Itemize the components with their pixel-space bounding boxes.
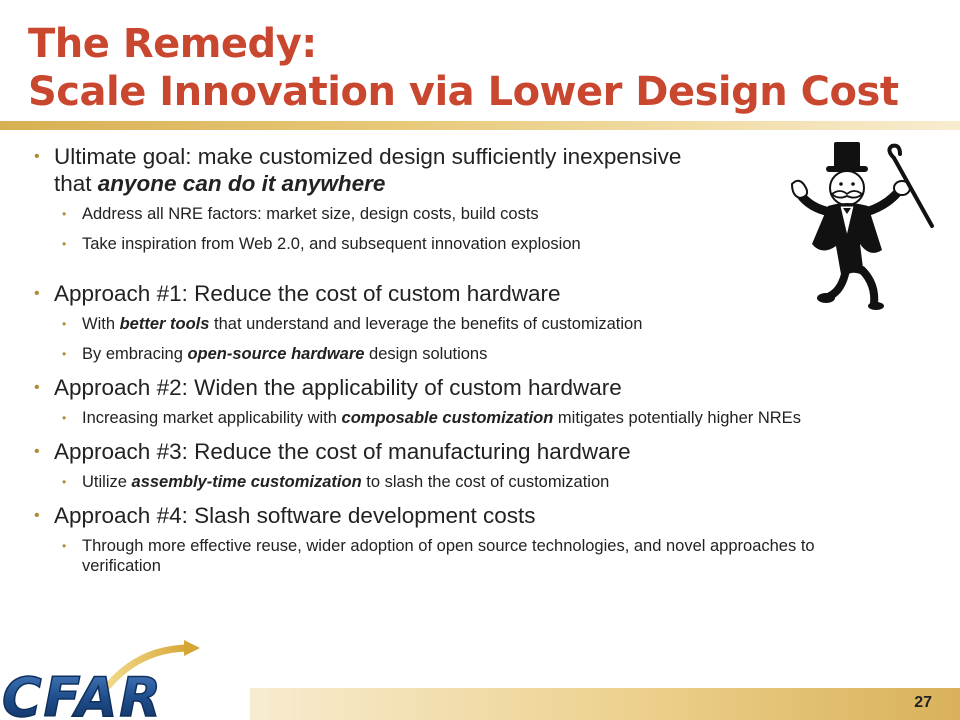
sub-bullet-composable — [30, 408, 842, 428]
bullet-text: Approach #3: Reduce the cost of manufacturing hardware — [54, 439, 631, 464]
bullet-approach-1 — [30, 280, 910, 307]
sub-bullet-text: By embracing — [82, 345, 188, 363]
bullet-approach-2 — [30, 374, 910, 401]
logo-wordmark: CFAR — [2, 666, 163, 720]
footer-bar — [250, 688, 960, 720]
bullet-text: Approach #2: Widen the applicability of custom hardware — [54, 375, 622, 400]
sub-bullet-open-source — [30, 344, 910, 364]
bullet-text: Ultimate goal: make customized design sufficiently inexpensive that — [54, 144, 682, 196]
sub-bullet-assembly-time — [30, 472, 910, 492]
sub-bullet-text: that understand and leverage the benefits of customization — [209, 315, 643, 333]
sub-bullet-web20 — [30, 234, 910, 254]
title-underline — [0, 121, 960, 130]
sub-bullet-text: design solutions — [364, 345, 488, 363]
sub-bullet-better-tools — [30, 314, 910, 334]
sub-bullet-text: With — [82, 315, 120, 333]
sub-bullet-text: Through more effective reuse, wider adoption of open source technologies, and novel approaches to verification — [82, 537, 815, 575]
bullet-list — [30, 143, 910, 576]
sub-bullet-emphasis: open-source hardware — [187, 345, 365, 363]
sub-bullet-reuse — [30, 536, 852, 576]
title-line-2: Scale Innovation via Lower Design Cost — [28, 69, 899, 115]
sub-bullet-nre — [30, 204, 910, 224]
slide-title — [28, 20, 928, 116]
sub-bullet-text: Utilize — [82, 473, 132, 491]
sub-bullet-text: Take inspiration from Web 2.0, and subsequent innovation explosion — [82, 235, 581, 253]
sub-bullet-text: mitigates potentially higher NREs — [553, 409, 801, 427]
bullet-approach-4 — [30, 502, 910, 529]
sub-bullet-text: Address all NRE factors: market size, design costs, build costs — [82, 205, 539, 223]
sub-bullet-text: Increasing market applicability with — [82, 409, 342, 427]
sub-bullet-text: to slash the cost of customization — [361, 473, 610, 491]
sub-bullet-emphasis: composable customization — [341, 409, 554, 427]
bullet-text: Approach #1: Reduce the cost of custom hardware — [54, 281, 561, 306]
bullet-emphasis: anyone can do it anywhere — [97, 171, 386, 196]
bullet-text: Approach #4: Slash software development costs — [54, 503, 536, 528]
monopoly-man-icon — [790, 140, 940, 310]
page-number: 27 — [914, 694, 932, 711]
sub-bullet-emphasis: better tools — [119, 315, 210, 333]
cfar-logo — [0, 640, 250, 720]
title-line-1: The Remedy: — [28, 21, 317, 67]
bullet-approach-3 — [30, 438, 910, 465]
sub-bullet-emphasis: assembly-time customization — [131, 473, 362, 491]
bullet-ultimate-goal — [30, 143, 694, 197]
